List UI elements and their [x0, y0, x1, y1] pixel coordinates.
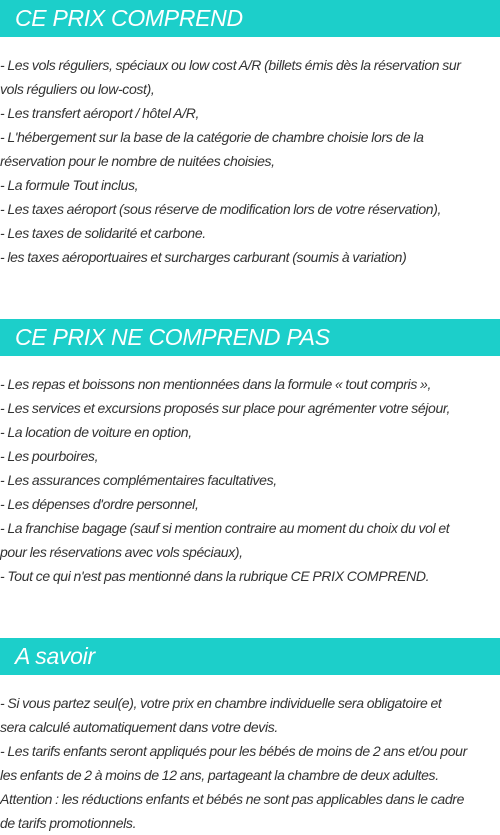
list-line: - Les tarifs enfants seront appliqués pour les bébés de moins de 2 ans et/ou pour [0, 743, 467, 759]
includes-list [0, 53, 500, 269]
list-line: - L'hébergement sur la base de la catégorie de chambre choisie lors de la [0, 129, 424, 145]
list-line: réservation pour le nombre de nuitées choisies, [0, 153, 275, 169]
section-excludes [0, 319, 500, 588]
list-line: - Si vous partez seul(e), votre prix en chambre individuelle sera obligatoire et [0, 695, 442, 711]
list-line: les enfants de 2 à moins de 12 ans, partageant la chambre de deux adultes. [0, 767, 439, 783]
list-line: - Les dépenses d'ordre personnel, [0, 496, 199, 512]
list-line: Attention : les réductions enfants et bébés ne sont pas applicables dans le cadre [0, 791, 465, 807]
list-line: - Les taxes aéroport (sous réserve de modification lors de votre réservation), [0, 201, 442, 217]
list-line: sera calculé automatiquement dans votre devis. [0, 719, 278, 735]
section-banner [0, 638, 500, 675]
list-line: - La franchise bagage (sauf si mention contraire au moment du choix du vol et [0, 520, 450, 536]
list-line: de tarifs promotionnels. [0, 815, 137, 831]
list-line: pour les réservations avec vols spéciaux), [0, 544, 243, 560]
section-title: A savoir [15, 643, 95, 669]
list-line: - Les pourboires, [0, 448, 99, 464]
list-line: - Les repas et boissons non mentionnées dans la formule « tout compris », [0, 376, 431, 392]
list-line: - Les assurances complémentaires facultatives, [0, 472, 277, 488]
list-line: - Tout ce qui n'est pas mentionné dans la rubrique CE PRIX COMPREND. [0, 568, 430, 584]
list-line: - les taxes aéroportuaires et surcharges carburant (soumis à variation) [0, 249, 407, 265]
good-to-know-list [0, 691, 500, 835]
excludes-list [0, 372, 500, 588]
section-banner [0, 319, 500, 356]
list-line: vols réguliers ou low-cost), [0, 81, 155, 97]
list-line: - La formule Tout inclus, [0, 177, 139, 193]
section-includes [0, 0, 500, 269]
section-good-to-know [0, 638, 500, 835]
list-line: - Les services et excursions proposés sur place pour agrémenter votre séjour, [0, 400, 451, 416]
list-line: - La location de voiture en option, [0, 424, 192, 440]
list-line: - Les taxes de solidarité et carbone. [0, 225, 206, 241]
section-title: CE PRIX NE COMPREND PAS [15, 324, 330, 350]
list-line: - Les vols réguliers, spéciaux ou low cost A/R (billets émis dès la réservation sur [0, 57, 461, 73]
list-line: - Les transfert aéroport / hôtel A/R, [0, 105, 200, 121]
section-title: CE PRIX COMPREND [15, 5, 243, 31]
section-banner [0, 0, 500, 37]
